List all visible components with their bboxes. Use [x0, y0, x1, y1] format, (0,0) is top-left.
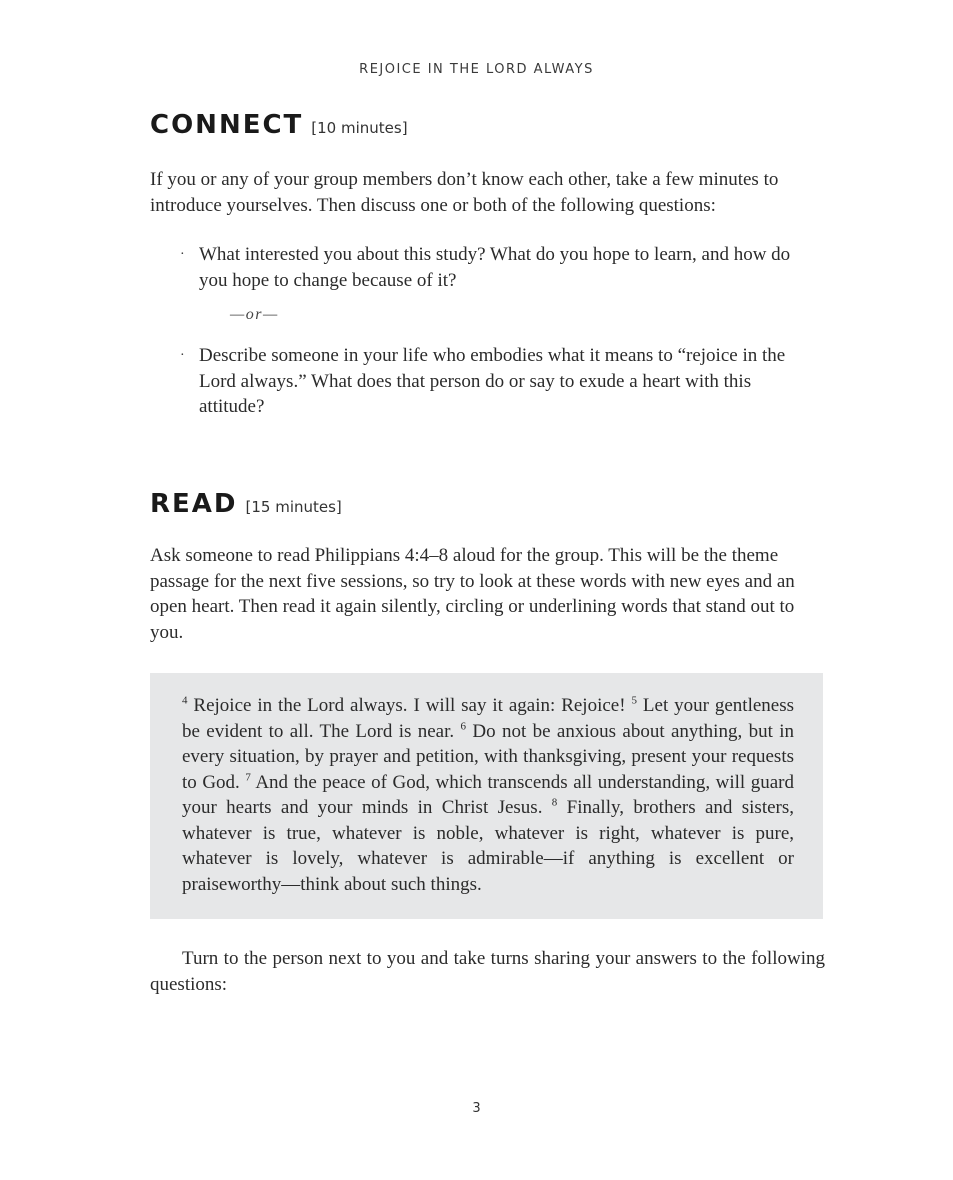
- bullet-icon: ·: [180, 348, 185, 363]
- verse-text: Finally, brothers and sisters, whatever is true, whatever is noble, whatever is right, whatever is pure, whatever is lovely, whatever is admirable—if anything is excellent or praiseworthy—think about such things.: [182, 797, 794, 895]
- question-text: What interested you about this study? What do you hope to learn, and how do you hope to change because of it?: [199, 244, 791, 291]
- or-separator: —or—: [230, 306, 279, 323]
- scripture-passage: [182, 693, 794, 897]
- read-intro: Ask someone to read Philippians 4:4–8 aloud for the group. This will be the theme passage for the next five sessions, so try to look at these words with new eyes and an open heart. Then read it again silently, circling or underlining words that stand out to you.: [150, 545, 795, 643]
- verse-text: Let your gentleness be evident to all. The Lord is near.: [182, 695, 795, 742]
- connect-title: CONNECT: [150, 110, 304, 140]
- bullet-icon: ·: [180, 247, 185, 262]
- verse-number: 6: [460, 720, 467, 733]
- verse-number: 5: [631, 694, 637, 707]
- verse-text: And the peace of God, which transcends all understanding, will guard your hearts and your minds in Christ Jesus.: [182, 771, 795, 818]
- connect-heading: [150, 110, 408, 140]
- connect-question-1: [180, 242, 820, 293]
- running-head: REJOICE IN THE LORD ALWAYS: [359, 62, 594, 77]
- verse-text: Rejoice in the Lord always. I will say it again: Rejoice!: [193, 695, 632, 716]
- read-duration: [15 minutes]: [245, 498, 342, 516]
- connect-duration: [10 minutes]: [311, 119, 408, 137]
- connect-intro: If you or any of your group members don’t know each other, take a few minutes to introduce yourselves. Then discuss one or both of the following questions:: [150, 169, 779, 216]
- verse-number: 8: [551, 796, 558, 809]
- connect-question-2: [180, 343, 820, 420]
- read-title: READ: [150, 489, 238, 519]
- verse-text: Do not be anxious about anything, but in every situation, by prayer and petition, with thanksgiving, present your requests to God.: [182, 720, 795, 793]
- verse-number: 7: [245, 771, 251, 784]
- verse-number: 4: [182, 694, 188, 707]
- read-heading: [150, 489, 342, 519]
- read-follow-up: Turn to the person next to you and take turns sharing your answers to the following questions:: [150, 948, 825, 995]
- page-number: 3: [472, 1101, 481, 1116]
- scripture-box: [150, 673, 823, 919]
- question-text: Describe someone in your life who embodies what it means to “rejoice in the Lord always.” What does that person do or say to exude a heart with this attitude?: [199, 345, 786, 417]
